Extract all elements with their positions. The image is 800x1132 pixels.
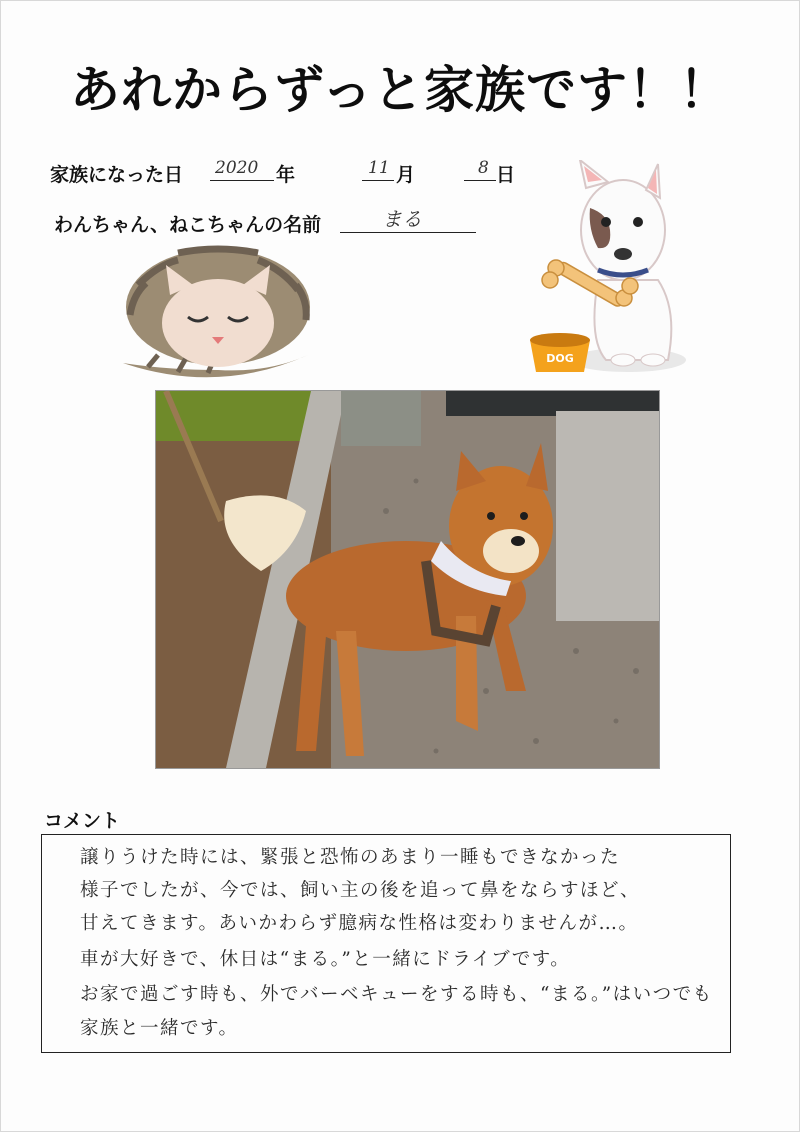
pet-name-value: まる [382,207,422,231]
adoption-month-value: 11 [368,158,390,178]
year-underline [210,180,274,181]
comment-line-1: 譲りうけた時には、緊張と恐怖のあまり一睡もできなかった [80,847,621,868]
sleeping-cat-icon [118,245,318,385]
comment-label: コメント [44,810,121,832]
day-underline [464,180,496,181]
pet-name-label: わんちゃん、ねこちゃんの名前 [54,214,322,236]
day-unit: 日 [496,164,516,186]
page-title: あれからずっと家族です！！ [70,61,730,119]
comment-line-5: お家で過ごす時も、外でバーベキューをする時も、“まる。”はいつでも [80,984,713,1005]
comment-line-4: 車が大好きで、休日は“まる。”と一緒にドライブです。 [80,949,571,970]
comment-line-6: 家族と一緒です。 [80,1018,239,1039]
dog-with-bone-icon [528,160,688,385]
month-underline [362,180,394,181]
adoption-year-value: 2020 [215,158,259,178]
adoption-day-value: 8 [478,158,489,178]
month-unit: 月 [396,164,416,186]
year-unit: 年 [276,164,296,186]
shiba-inu-dog-photo [155,390,660,769]
comment-line-3: 甘えてきます。あいかわらず臆病な性格は変わりませんが…。 [80,913,639,934]
adoption-date-label: 家族になった日 [50,164,184,186]
pet-name-underline [340,232,476,233]
dog-bowl-label: DOG [546,352,574,365]
comment-line-2: 様子でしたが、今では、飼い主の後を追って鼻をならすほど、 [80,880,641,901]
